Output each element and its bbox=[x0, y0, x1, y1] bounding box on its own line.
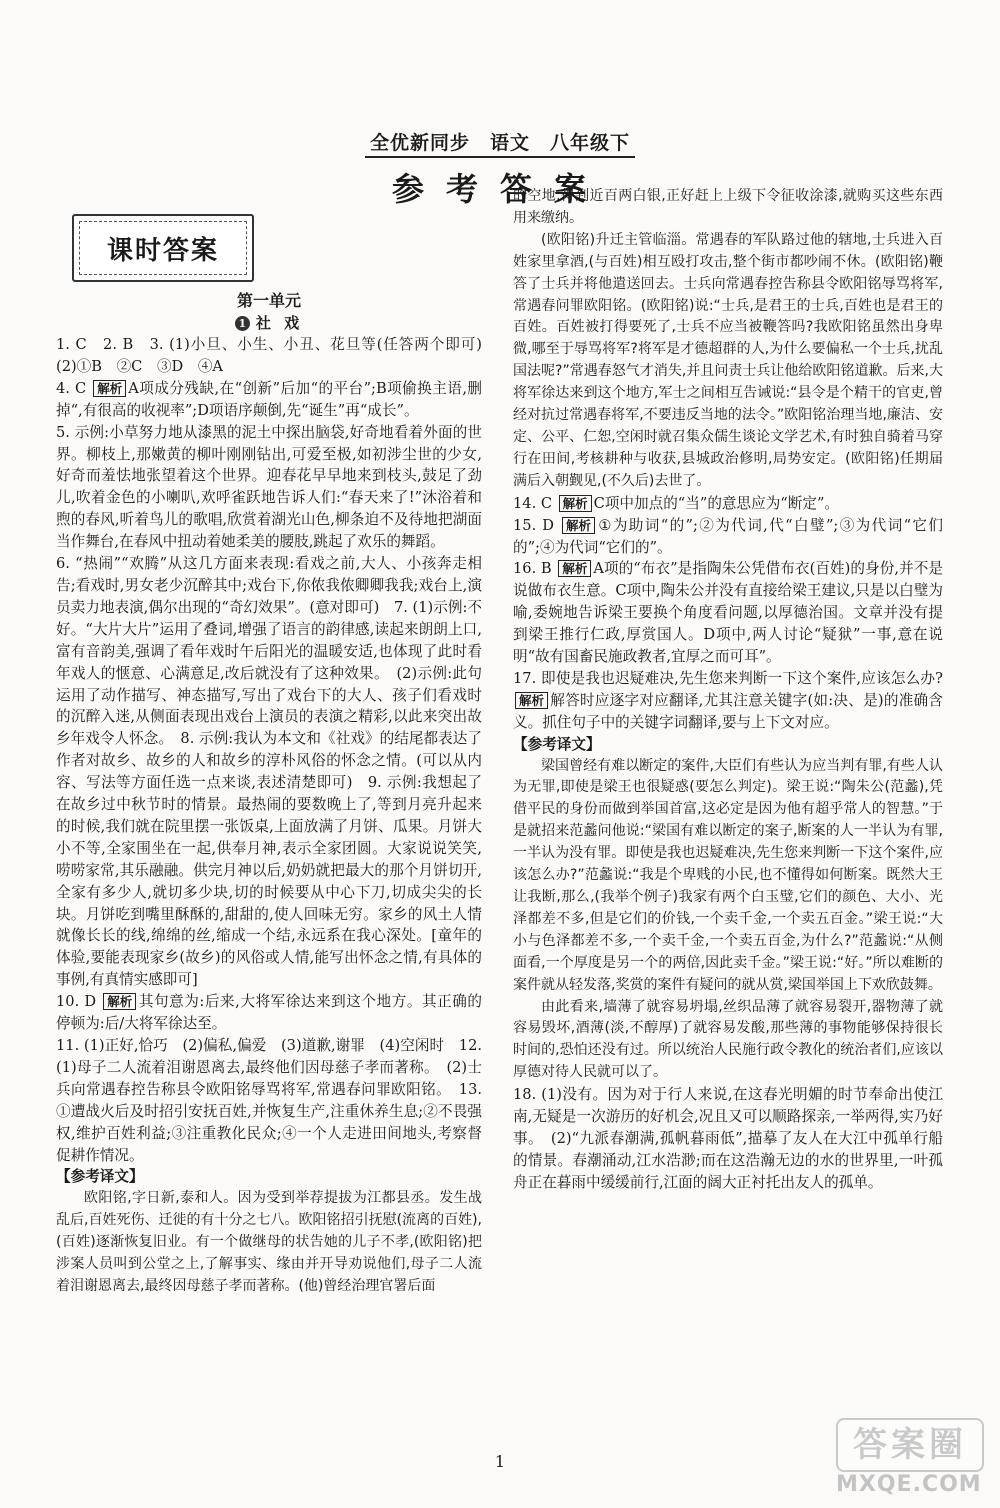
translation-text-3: 梁国曾经有难以断定的案件,大臣们有些认为应当判有罪,有些人认为无罪,即使是梁王也很疑惑(要怎么判定)。梁王说:“陶朱公(范蠡),凭借平民的身份而做到举国首富,这必定是因为他有超乎常人的智慧。”于是就招来范蠡问他说:“梁国有难以断定的案子,断案的人一半认为有罪,一半认为没有罪。即使是我也迟疑难决,先生您来判断一下这个案件,应该怎么办?”范蠡说:“我是个卑贱的小民,也不懂得如何断案。既然大王让我断,那么,(我举个例子)我家有两个白玉璧,它们的颜色、大小、光泽都差不多,但是它们的价钱,一个卖千金,一个卖五百金。”梁王说:“大小与色泽都差不多,一个卖千金,一个卖五百金,为什么?”范蠡说:“从侧面看,一个厚度是另一个的两倍,因此卖千金。”梁王说:“好。”所以难断的案件就从轻发落,奖赏的案件有疑问的就从赏,梁国举国上下欢欣鼓舞。 bbox=[513, 757, 943, 993]
translation-heading: 【参考译文】 bbox=[513, 735, 601, 753]
watermark-url: MXQE.COM bbox=[836, 1472, 982, 1497]
answer-q14-choice: 14. C bbox=[513, 494, 553, 512]
section-badge bbox=[72, 214, 254, 282]
answer-q4-choice: 4. C bbox=[56, 379, 87, 397]
answer-q5: 5. 示例:小草努力地从漆黑的泥土中探出脑袋,好奇地看着外面的世界。柳枝上,那嫩黄的柳叶刚刚钻出,可爱至极,如初涉尘世的少女,好奇而羞怯地张望着这个世界。迎春花早早地来到枝头,鼓足了劲儿,吹着金色的小喇叭,欢呼雀跃地告诉人们:“春天来了!”沐浴着和煦的春风,听着鸟儿的歌唱,欣赏着湖光山色,柳条迫不及待地把湖面当作舞台,在春风中扭动着她柔美的腰肢,跳起了欢乐的舞蹈。 bbox=[56, 423, 482, 551]
translation-text-1-cont: 的空地,得到近百两白银,正好赶上上级下令征收涂漆,就购买这些东西用来缴纳。 bbox=[513, 188, 943, 226]
analysis-tag: 解析 bbox=[103, 993, 136, 1010]
section-badge-label: 课时答案 bbox=[79, 221, 247, 275]
answer-q18: 18. (1)没有。因为对于行人来说,在这春光明媚的时节奉命出使江南,无疑是一次游历的好机会,况且又可以顺路探亲,一举两得,实乃好事。 (2)“九派春潮满,孤帆暮雨低”,描摹了友人在大江中孤单行船的情景。春潮涌动,江水浩渺;而在这浩瀚无边的水的世界里,一叶孤舟正在暮雨中缓缓前行,江面的阔大正衬托出友人的孤单。 bbox=[513, 1086, 943, 1191]
answer-q16-choice: 16. B bbox=[513, 560, 552, 578]
analysis-tag: 解析 bbox=[558, 560, 591, 577]
answer-q16 bbox=[513, 558, 943, 668]
answer-q17-text: 17. 即使是我也迟疑难决,先生您来判断一下这个案件,应该怎么办? bbox=[513, 669, 943, 687]
answer-q16-analysis: A项的“布衣”是指陶朱公凭借布衣(百姓)的身份,并不是说做布衣生意。C项中,陶朱公并没有直接给梁王建议,只是以白璧为喻,委婉地告诉梁王要换个角度看问题,以厚德治国。文章并没有提到梁王推行仁政,厚赏国人。D项中,两人讨论“疑狱”一事,意在说明“故有国畜民施政教者,宜厚之而可耳”。 bbox=[513, 560, 943, 666]
analysis-tag: 解析 bbox=[515, 692, 548, 709]
answer-q10-choice: 10. D bbox=[56, 993, 97, 1011]
answer-q15 bbox=[513, 515, 943, 559]
translation-text-2: (欧阳铭)升迁主管临淄。常遇春的军队路过他的辖地,士兵进入百姓家里拿酒,(与百姓)相互殴打攻击,整个街市都吵闹不休。(欧阳铭)鞭答了士兵并将他遣送回去。士兵向常遇春控告称县令欧阳铭辱骂将军,常遇春问罪欧阳铭。(欧阳铭)说:“士兵,是君王的士兵,百姓也是君王的百姓。百姓被打得要死了,士兵不应当被鞭答吗?我欧阳铭虽然出身卑微,哪至于辱骂将军?将军是才德超群的人,为什么要偏私一个士兵,扰乱国法呢?”常遇春怒气才消失,并且问责士兵让他给欧阳铭道歉。后来,大将军徐达来到这个地方,军士之间相互告诫说:“县令是个精干的官吏,曾经对抗过常遇春将军,不要违反当地的法令。”欧阳铭治理当地,廉洁、安定、公平、仁恕,空闲时就召集众儒生谈论文学艺术,有时独自骑着马穿行在田间,考核耕种与收获,县城政治修明,局势安定。(欧阳铭)任期届满后入朝觐见,(不久后)去世了。 bbox=[513, 231, 943, 489]
answer-q6-9: 6. “热闹”“欢腾”从这几方面来表现:看戏之前,大人、小孩奔走相告;看戏时,男女老少沉醉其中;戏台下,你侬我侬卿卿我我;戏台上,演员卖力地表演,偶尔出现的“奇幻效果”。(意对即可) 7. (1)示例:不好。“大片大片”运用了叠词,增强了语言的韵律感,读起来朗朗上口,富有音韵美,强调了看年戏时午后阳光的温暖安适,也体现了此时看年戏人的惬意、心满意足,改后就没有了这种效果。 (2)示例:此句运用了动作描写、神态描写,写出了戏台下的大人、孩子们看戏时的沉醉入迷,从侧面表现出戏台上演员的表演之精彩,以此来突出故乡年戏令人怀念。 8. 示例:我认为本文和《社戏》的结尾都表达了作者对故乡、故乡的人和故乡的淳朴风俗的怀念之情。(可以从内容、写法等方面任选一点来谈,表述清楚即可) 9. 示例:我想起了在故乡过中秋节时的情景。最热闹的要数晚上了,等到月亮升起来的时候,我们就在院里摆一张饭桌,上面放满了月饼、瓜果。月饼大小不等,全家围坐在一起,供奉月神,表示全家团圆。大家说说笑笑,唠唠家常,其乐融融。供完月神以后,奶奶就把最大的那个月饼切开,全家有多少人,就切多少块,切的时候要从中心下刀,切成尖尖的长块。月饼吃到嘴里酥酥的,甜甜的,使人回味无穷。家乡的风土人情就像长长的线,绵绵的丝,缩成一个结,永远系在我心深处。[童年的体验,要能表现家乡(故乡)的风俗或人情,能写出怀念之情,有具体的事例,有真情实感即可] bbox=[56, 555, 482, 989]
answer-q1-3: 1. C 2. B 3. (1)小旦、小生、小丑、花旦等(任答两个即可) (2)①B ②C ③D ④A bbox=[56, 336, 497, 375]
watermark-logo bbox=[836, 1418, 980, 1498]
answer-q17 bbox=[513, 668, 943, 734]
answer-q11-13: 11. (1)正好,恰巧 (2)偏私,偏爱 (3)道歉,谢罪 (4)空闲时 12. (1)母子二人流着泪谢恩离去,最终他们因母慈子孝而著称。 (2)士兵向常遇春控告称县令欧阳铭辱骂将军,常遇春问罪欧阳铭。 13. ①遭战火后及时招引安抚百姓,并恢复生产,注重休养生息;②不畏强权,维护百姓利益;③注重教化民众;④一个人走进田间地头,考察督促耕作情况。 bbox=[56, 1037, 482, 1164]
answer-q10 bbox=[56, 991, 482, 1035]
translation-heading: 【参考译文】 bbox=[56, 1168, 144, 1186]
lesson-number-icon: 1 bbox=[235, 316, 250, 331]
answer-q4-analysis: A项成分残缺,在“创新”后加“的平台”;B项偷换主语,删掉“,有很高的收视率”;D项语序颠倒,先“诞生”再“成长”。 bbox=[56, 379, 483, 419]
lesson-heading bbox=[56, 312, 482, 334]
page-title: 参考答案 bbox=[391, 170, 608, 208]
book-subtitle: 全优新同步 语文 八年级下 bbox=[369, 132, 630, 154]
unit-heading: 第一单元 bbox=[236, 291, 301, 310]
lesson-title: 社 戏 bbox=[255, 314, 304, 332]
watermark-logo-text: 答案圈 bbox=[836, 1418, 984, 1472]
answer-q14 bbox=[513, 493, 943, 515]
analysis-tag: 解析 bbox=[562, 517, 595, 534]
subtitle-underline bbox=[365, 156, 635, 158]
answer-q10-analysis: 其句意为:后来,大将军徐达来到这个地方。其正确的停顿为:后/大将军徐达至。 bbox=[56, 993, 482, 1033]
translation-text-4: 由此看来,墙薄了就容易坍塌,丝织品薄了就容易裂开,器物薄了就容易毁坏,酒薄(淡,不醇厚)了就容易发酸,那些薄的事物能够保持很长时间的,恐怕还没有过。所以统治人民施行政令教化的统治者们,应该以厚德对待人民就可以了。 bbox=[513, 998, 943, 1081]
answer-q4 bbox=[56, 378, 482, 422]
answer-q15-choice: 15. D bbox=[513, 516, 554, 534]
left-column bbox=[56, 290, 497, 1298]
answer-q15-analysis: ①为助词“的”;②为代词,代“白璧”;③为代词“它们的”;④为代词“它们的”。 bbox=[513, 516, 943, 556]
translation-text-1: 欧阳铭,字日新,泰和人。因为受到举荐提拔为江都县丞。发生战乱后,百姓死伤、迁徙的有十分之七八。欧阳铭招引抚慰(流离的百姓),(百姓)逐渐恢复旧业。有一个做继母的状告她的儿子不孝,(欧阳铭)把涉案人员叫到公堂之上,了解事实、缘由并开导劝说他们,母子二人流着泪谢恩离去,最终因母慈子孝而著称。(他)曾经治理官署后面 bbox=[56, 1190, 482, 1294]
answer-q17-analysis: 解答时应逐字对应翻译,尤其注意关键字(如:决、是)的准确含义。抓住句子中的关键字词翻译,要与上下文对应。 bbox=[513, 691, 943, 731]
analysis-tag: 解析 bbox=[559, 495, 592, 512]
answer-q14-analysis: C项中加点的“当”的意思应为“断定”。 bbox=[593, 494, 839, 512]
analysis-tag: 解析 bbox=[93, 380, 126, 397]
page-number: 1 bbox=[494, 1452, 506, 1471]
right-column bbox=[513, 186, 943, 1194]
